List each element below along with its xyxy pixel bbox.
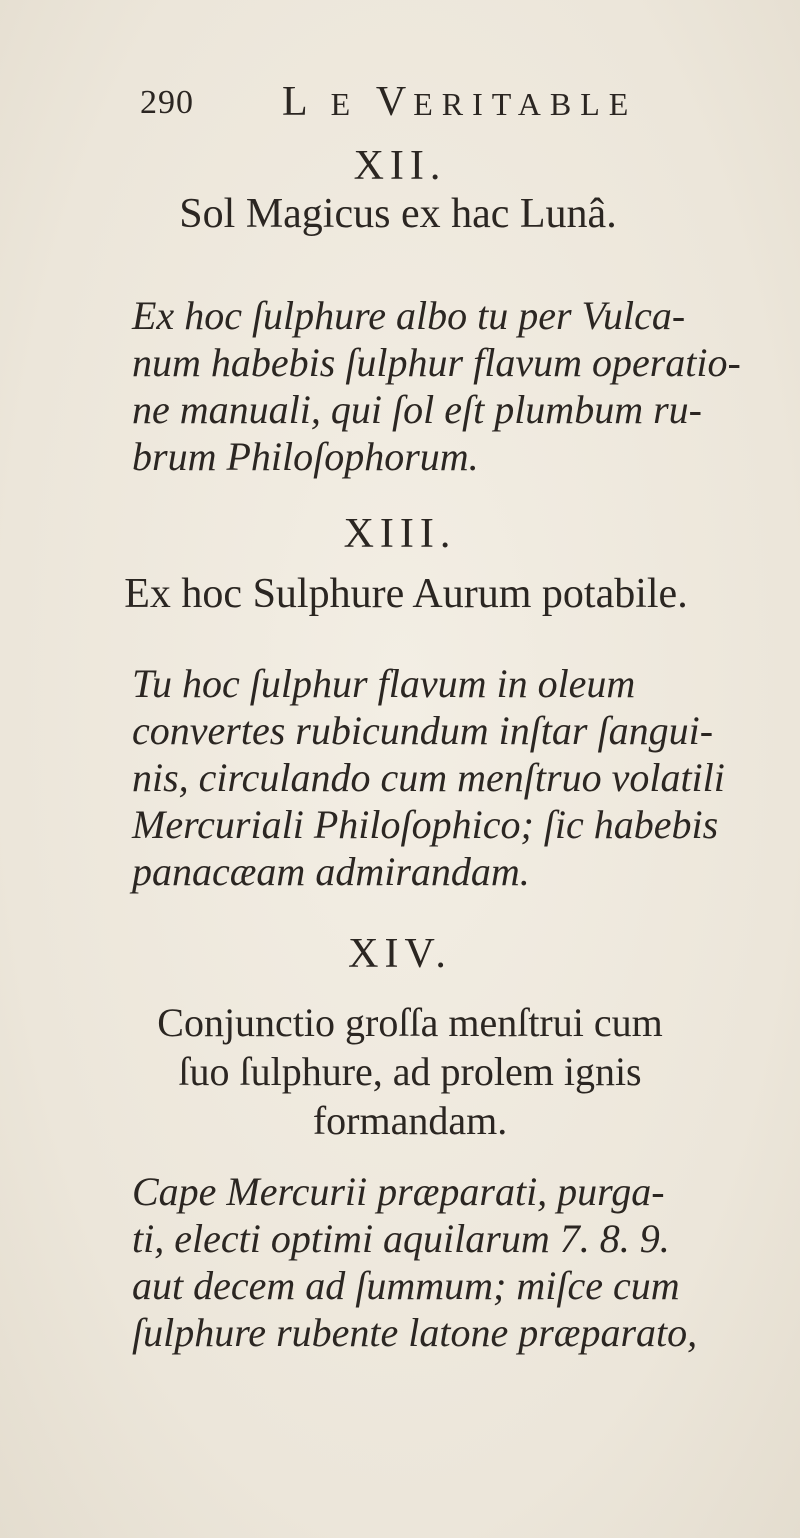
running-head bbox=[282, 78, 637, 126]
section-text-14: Cape Mercurii præparati, purga- ti, electi optimi aquilarum 7. 8. 9. aut decem ad ſummum; miſce cum ſulphure rubente latone præparato, bbox=[132, 1169, 698, 1355]
running-head-initial-2: V bbox=[375, 79, 414, 125]
section-heading-13: Ex hoc Sulphure Aurum potabile. bbox=[124, 571, 688, 617]
section-text-13: Tu hoc ſulphur flavum in oleum convertes rubicundum inſtar ſangui- nis, circulando cum menſtruo volatili Mercuriali Philoſophico; ſic habebis panacæam admirandam. bbox=[132, 661, 725, 894]
running-head-word-2: ERITABLE bbox=[413, 86, 638, 122]
running-head-initial: L bbox=[282, 79, 314, 125]
section-number-14: XIV. bbox=[348, 931, 452, 977]
section-text-12: Ex hoc ſulphure albo tu per Vulca- num habebis ſulphur flavum operatio- ne manuali, qui ſol eſt plumbum ru- brum Philoſophorum. bbox=[132, 293, 741, 479]
running-head-word-1: E bbox=[330, 86, 360, 122]
page-header bbox=[0, 78, 800, 128]
page-number: 290 bbox=[140, 84, 194, 121]
section-number-12: XII. bbox=[353, 143, 447, 189]
section-heading-12: Sol Magicus ex hac Lunâ. bbox=[179, 191, 617, 237]
section-number-13: XIII. bbox=[343, 511, 457, 557]
section-heading-14: Conjunctio groſſa menſtrui cum ſuo ſulphure, ad prolem ignis formandam. bbox=[157, 1000, 663, 1143]
